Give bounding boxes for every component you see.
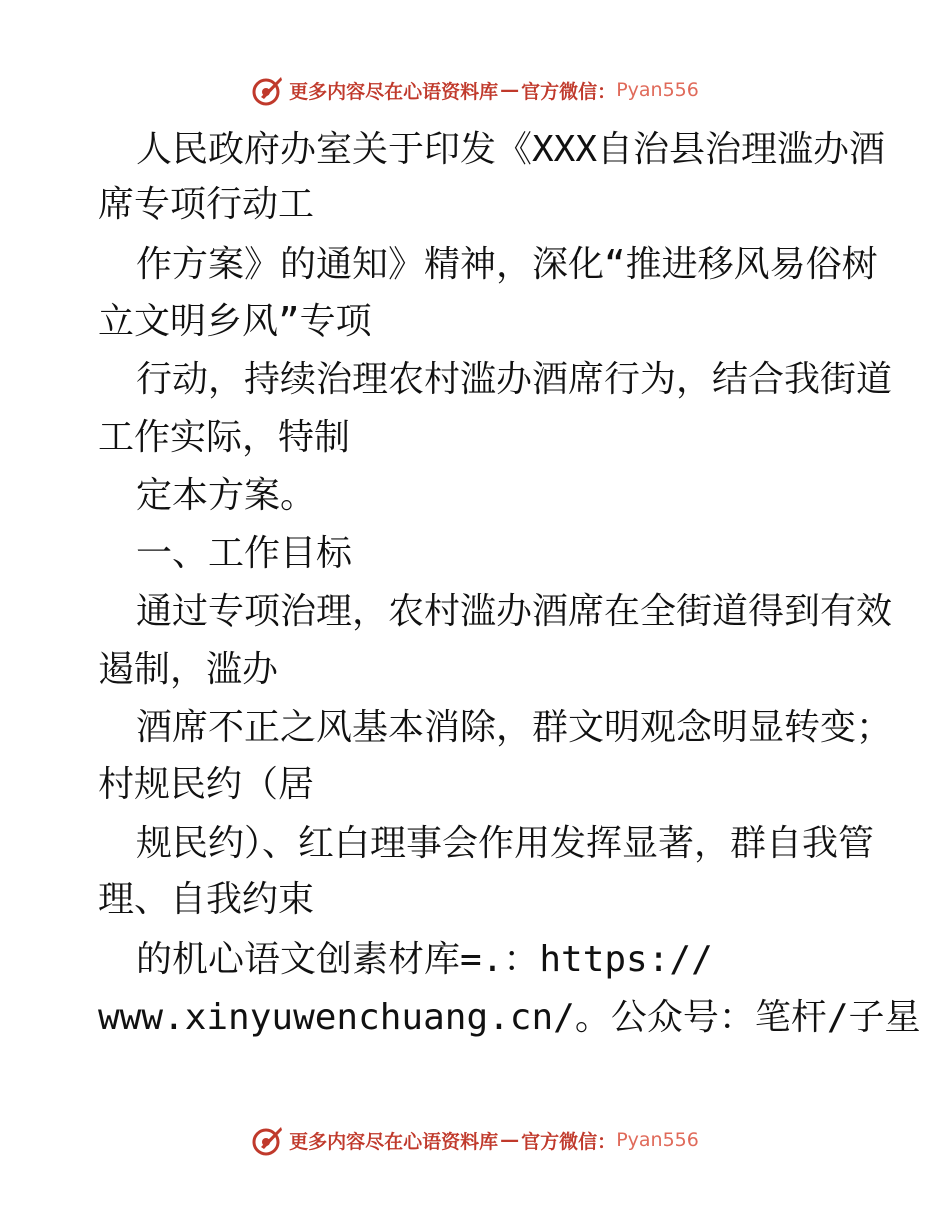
banner-brand: 更多内容尽在心语资料库 (289, 80, 499, 103)
text-line: 村规民约（居 (98, 764, 315, 805)
text-line: www.xinyuwenchuang.cn/。公众号：笔杆/子星 (98, 997, 921, 1038)
quill-logo-icon (251, 1123, 285, 1157)
text-line: 通过专项治理，农村滥办酒席在全街道得到有效 (136, 591, 893, 632)
text-line: 行动，持续治理农村滥办酒席行为，结合我街道 (136, 359, 893, 400)
section-heading: 一、工作目标 (136, 533, 353, 574)
quill-logo-icon (251, 73, 285, 107)
text-line: 作方案》的通知》精神，深化“推进移风易俗树 (136, 244, 878, 285)
header-banner (0, 70, 950, 110)
text-line: 规民约）、红白理事会作用发挥显著，群自我管 (136, 823, 875, 864)
banner-wechat-label: 官方微信： (521, 1130, 617, 1153)
text-line: 的机心语文创素材库=.：https:// (136, 939, 713, 980)
text-line: 理、自我约束 (98, 879, 315, 920)
text-line: 工作实际，特制 (98, 417, 351, 458)
text-line: 酒席不正之风基本消除，群文明观念明显转变； (136, 707, 893, 748)
text-line: 遏制，滥办 (98, 649, 279, 690)
banner-separator: — (500, 79, 520, 101)
banner-separator: — (500, 1129, 520, 1151)
banner-wechat-label: 官方微信： (521, 80, 617, 103)
banner-wechat-id: Pyan556 (616, 1129, 699, 1151)
text-line: 定本方案。 (136, 475, 317, 516)
banner-wechat-id: Pyan556 (616, 79, 699, 101)
text-line: 人民政府办室关于印发《XXX自治县治理滥办酒 (136, 129, 886, 170)
banner-brand: 更多内容尽在心语资料库 (289, 1130, 499, 1153)
text-line: 立文明乡风”专项 (98, 301, 372, 342)
footer-banner (0, 1120, 950, 1160)
text-line: 席专项行动工 (98, 184, 315, 225)
